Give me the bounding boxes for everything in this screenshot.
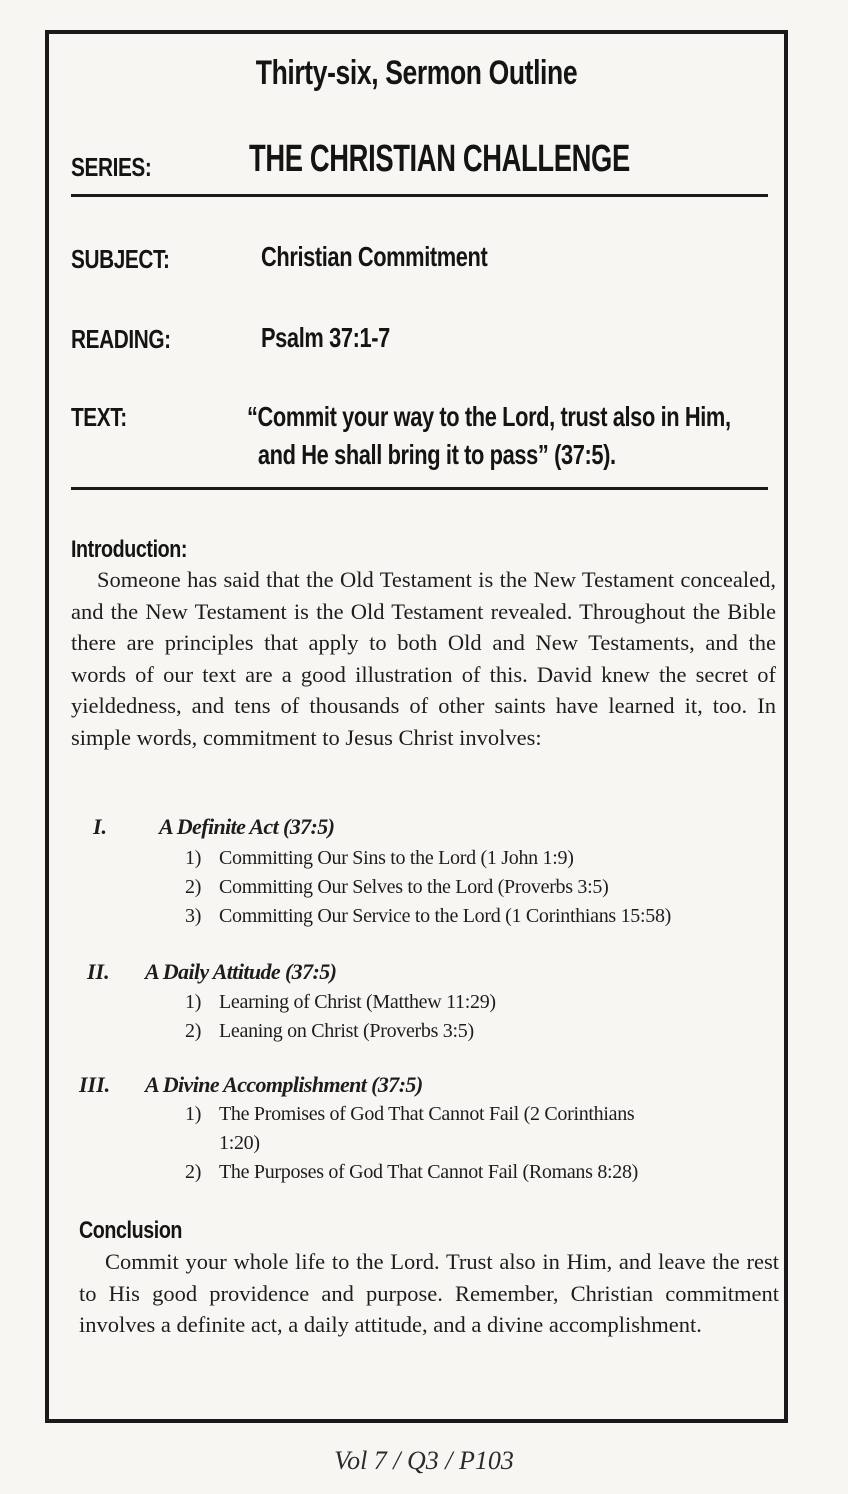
list-item: 1) The Promises of God That Cannot Fail (2 Corinthians 1:20) <box>185 1103 635 1154</box>
series-value: THE CHRISTIAN CHALLENGE <box>249 138 630 180</box>
list-item: 2) Leaning on Christ (Proverbs 3:5) <box>185 1020 474 1042</box>
list-item: 1) Learning of Christ (Matthew 11:29) <box>185 991 496 1013</box>
text-line-2: and He shall bring it to pass” (37:5). <box>257 439 616 470</box>
introduction-heading: Introduction: <box>71 536 188 563</box>
list-item: 2) The Purposes of God That Cannot Fail (Romans 8:28) <box>185 1161 639 1183</box>
point-numeral: I. <box>93 814 108 839</box>
reading-label: READING: <box>71 324 171 354</box>
point-1-items <box>185 844 671 931</box>
conclusion-heading: Conclusion <box>79 1217 183 1244</box>
conclusion-body: Commit your whole life to the Lord. Trust also in Him, and leave the rest to His good providence and purpose. Remember, Christian commitment involves a definite act, a daily attitude, and a divine accomplishment. <box>79 1249 779 1337</box>
list-item: 3) Committing Our Service to the Lord (1 Corinthians 15:58) <box>185 905 672 927</box>
point-title: A Daily Attitude (37:5) <box>145 959 337 984</box>
page-footer: Vol 7 / Q3 / P103 <box>334 1446 514 1475</box>
divider <box>71 194 768 197</box>
point-title: A Divine Accomplishment (37:5) <box>145 1072 423 1097</box>
text-line-1: “Commit your way to the Lord, trust also in Him, <box>247 401 731 432</box>
list-item: 1) Committing Our Sins to the Lord (1 John 1:9) <box>185 847 574 869</box>
point-numeral: II. <box>87 959 110 984</box>
text-label: TEXT: <box>71 402 127 432</box>
point-2-items <box>185 988 496 1046</box>
text-value <box>247 398 731 474</box>
reading-value: Psalm 37:1-7 <box>261 322 390 353</box>
outline-frame <box>45 30 788 1423</box>
point-3-items <box>185 1100 785 1187</box>
page-title: Thirty-six, Sermon Outline <box>255 54 578 92</box>
introduction-body: Someone has said that the Old Testament is the New Testament concealed, and the New Testament is the Old Testament revealed. Throughout the Bible there are principles that apply to both Old and New Testaments, and the words of our text are a good illustration of this. David knew the secret of yieldedness, and tens of thousands of other saints have learned it, too. In simple words, commitment to Jesus Christ involves: <box>71 567 776 750</box>
series-label: SERIES: <box>71 152 152 182</box>
list-item: 2) Committing Our Selves to the Lord (Proverbs 3:5) <box>185 876 609 898</box>
subject-value: Christian Commitment <box>261 241 488 272</box>
divider <box>71 487 768 490</box>
point-numeral: III. <box>79 1072 111 1097</box>
subject-label: SUBJECT: <box>71 244 170 274</box>
point-title: A Definite Act (37:5) <box>159 814 335 839</box>
